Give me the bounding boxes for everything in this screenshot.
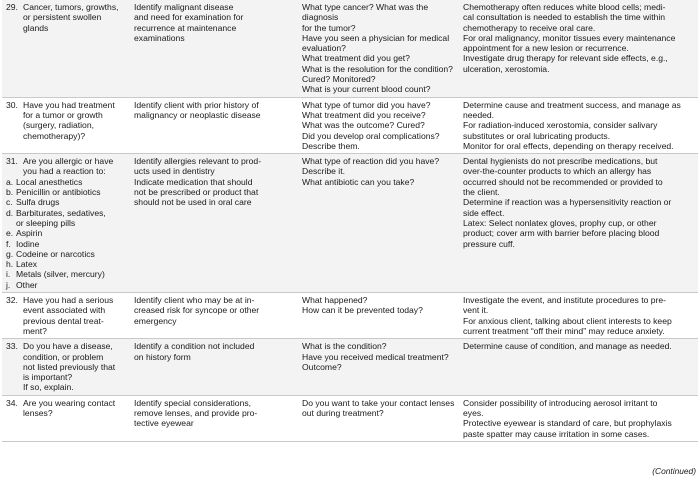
text-line: Latex — [16, 259, 38, 270]
question-text — [23, 341, 127, 392]
allergy-list-item — [6, 208, 127, 229]
text-line: Other — [16, 279, 38, 290]
text-line: event associated with — [23, 305, 106, 316]
list-text — [16, 177, 127, 187]
text-line: is important? — [23, 372, 73, 383]
text-line: Sulfa drugs — [16, 197, 60, 208]
text-line: Have you seen a physician for medical — [302, 32, 450, 43]
implications-cell — [459, 0, 698, 97]
followup-cell — [298, 293, 459, 339]
purpose-cell — [130, 154, 298, 293]
text-line: appointment for a new lesion or recurrence. — [463, 43, 629, 54]
text-line: What is the condition? — [302, 341, 387, 352]
text-line: not be prescribed or product that — [134, 187, 259, 198]
text-line: not listed previously that — [23, 361, 116, 372]
text-line: Are you allergic or have — [23, 156, 114, 167]
text-line: Cancer, tumors, growths, — [23, 2, 119, 12]
purpose-cell — [130, 339, 298, 395]
table-row — [2, 339, 698, 395]
table-row — [2, 154, 698, 293]
text-line: the client. — [463, 187, 500, 198]
question-text — [23, 398, 127, 419]
text-line: ment? — [23, 325, 47, 336]
allergy-list-item — [6, 228, 127, 238]
question-text — [23, 100, 127, 141]
allergy-list-item — [6, 249, 127, 259]
text-line: tective eyewear — [134, 418, 194, 429]
list-letter: g. — [6, 248, 14, 259]
text-line: What type cancer? What was the diagnosis — [302, 2, 429, 23]
text-line: Describe it. — [302, 166, 345, 177]
implications-cell — [459, 395, 698, 441]
text-line: Determine if reaction was a hypersensitivity reaction or — [463, 197, 672, 208]
text-line: Outcome? — [302, 361, 342, 372]
text-line: What is your current blood count? — [302, 84, 431, 95]
text-line: Identify client who may be at in- — [134, 295, 255, 306]
question-text — [23, 2, 127, 33]
text-line: current treatment “off their mind” may reduce anxiety. — [463, 325, 665, 336]
text-line: Are you wearing contact — [23, 397, 116, 408]
table-row — [2, 97, 698, 153]
text-line: Have you had treatment — [23, 99, 115, 110]
question-number: 30. — [6, 99, 18, 110]
text-line: Do you have a disease, — [23, 341, 113, 352]
text-line: What happened? — [302, 295, 368, 306]
question-cell — [2, 97, 130, 153]
text-line: Penicillin or antibiotics — [16, 187, 101, 198]
text-line: What type of tumor did you have? — [302, 99, 431, 110]
allergy-list-item — [6, 269, 127, 279]
text-line: Do you want to take your contact lenses — [302, 397, 455, 408]
list-text — [16, 249, 127, 259]
list-text — [16, 239, 127, 249]
allergy-list-item — [6, 259, 127, 269]
question-number: 34. — [6, 397, 18, 408]
text-line: Identify malignant disease — [134, 2, 234, 12]
implications-cell — [459, 154, 698, 293]
text-line: over-the-counter products to which an allergy has — [463, 166, 652, 177]
list-letter: h. — [6, 259, 14, 270]
question-cell — [2, 395, 130, 441]
list-letter: d. — [6, 207, 14, 218]
text-line: Have you received medical treatment? — [302, 351, 449, 362]
text-line: malignancy or neoplastic disease — [134, 109, 261, 120]
allergy-list-item — [6, 197, 127, 207]
text-line: Did you develop oral complications? — [302, 130, 440, 141]
text-line: eyes. — [463, 407, 484, 418]
text-line: out during treatment? — [302, 407, 384, 418]
allergy-list-item — [6, 187, 127, 197]
text-line: Identify special considerations, — [134, 397, 252, 408]
text-line: Iodine — [16, 238, 40, 249]
purpose-cell — [130, 0, 298, 97]
text-line: For oral malignancy, monitor tissues every maintenance — [463, 32, 676, 43]
text-line: for a tumor or growth — [23, 109, 103, 120]
list-text — [16, 187, 127, 197]
list-text — [16, 259, 127, 269]
text-line: lenses? — [23, 407, 53, 418]
list-letter: a. — [6, 176, 14, 187]
list-letter: f. — [6, 238, 11, 249]
text-line: examinations — [134, 32, 185, 43]
text-line: glands — [23, 22, 49, 33]
text-line: Describe them. — [302, 140, 360, 151]
implications-cell — [459, 293, 698, 339]
text-line: Chemotherapy often reduces white blood cells; medi- — [463, 2, 666, 12]
implications-cell — [459, 339, 698, 395]
text-line: Dental hygienists do not prescribe medications, but — [463, 156, 658, 167]
text-line: you had a reaction to: — [23, 166, 106, 177]
text-line: (surgery, radiation, — [23, 120, 95, 131]
allergy-list-item — [6, 177, 127, 187]
text-line: needed. — [463, 109, 495, 120]
text-line: What type of reaction did you have? — [302, 156, 440, 167]
question-text — [23, 156, 127, 177]
text-line: side effect. — [463, 207, 505, 218]
text-line: for the tumor? — [302, 22, 356, 33]
question-number: 29. — [6, 2, 18, 12]
allergy-list-item — [6, 280, 127, 290]
list-text — [16, 280, 127, 290]
text-line: What treatment did you receive? — [302, 109, 426, 120]
text-line: ulceration, xerostomia. — [463, 63, 550, 74]
list-letter: c. — [6, 197, 13, 208]
purpose-cell — [130, 293, 298, 339]
text-line: Monitor for oral effects, depending on therapy received. — [463, 140, 674, 151]
text-line: on history form — [134, 351, 191, 362]
text-line: condition, or problem — [23, 351, 104, 362]
text-line: creased risk for syncope or other — [134, 305, 260, 316]
followup-cell — [298, 395, 459, 441]
list-text — [16, 208, 127, 229]
text-line: What antibiotic can you take? — [302, 176, 415, 187]
text-line: or persistent swollen — [23, 12, 102, 23]
text-line: cal consultation is needed to establish the time within — [463, 12, 666, 23]
health-history-table — [2, 0, 698, 442]
text-line: Identify a condition not included — [134, 341, 255, 352]
text-line: Identify allergies relevant to prod- — [134, 156, 262, 167]
text-line: recurrence at maintenance — [134, 22, 237, 33]
text-line: chemotherapy to receive oral care. — [463, 22, 596, 33]
text-line: Protective eyewear is standard of care, but prophylaxis — [463, 418, 672, 429]
continued-label: (Continued) — [652, 466, 696, 476]
table-row — [2, 0, 698, 97]
purpose-cell — [130, 395, 298, 441]
list-letter: e. — [6, 228, 14, 239]
text-line: Investigate drug therapy for relevant side effects, e.g., — [463, 53, 668, 64]
text-line: For anxious client, talking about client interests to keep — [463, 315, 672, 326]
text-line: Codeine or narcotics — [16, 248, 95, 259]
question-number: 33. — [6, 341, 18, 352]
text-line: Have you had a serious — [23, 295, 114, 306]
text-line: occurred should not be recommended or provided to — [463, 176, 663, 187]
followup-cell — [298, 339, 459, 395]
text-line: Metals (silver, mercury) — [16, 269, 105, 280]
text-line: emergency — [134, 315, 177, 326]
text-line: ucts used in dentistry — [134, 166, 215, 177]
text-line: paste spatter may cause irritation in some cases. — [463, 428, 650, 439]
text-line: Aspirin — [16, 228, 43, 239]
followup-cell — [298, 97, 459, 153]
text-line: evaluation? — [302, 43, 346, 54]
question-text — [23, 295, 127, 336]
text-line: Identify client with prior history of — [134, 99, 259, 110]
list-letter: b. — [6, 187, 14, 198]
text-line: For radiation-induced xerostomia, consider salivary — [463, 120, 658, 131]
list-text — [16, 228, 127, 238]
list-letter: i. — [6, 269, 11, 280]
text-line: remove lenses, and provide pro- — [134, 407, 258, 418]
text-line: pressure cuff. — [463, 238, 515, 249]
text-line: Indicate medication that should — [134, 176, 253, 187]
text-line: Determine cause of condition, and manage as needed. — [463, 341, 672, 352]
question-cell — [2, 339, 130, 395]
text-line: What treatment did you get? — [302, 53, 410, 64]
question-cell — [2, 154, 130, 293]
table-row — [2, 293, 698, 339]
text-line: Latex: Select nonlatex gloves, prophy cup, or other — [463, 217, 657, 228]
implications-cell — [459, 97, 698, 153]
text-line: or sleeping pills — [16, 217, 76, 228]
table-row — [2, 395, 698, 441]
question-cell — [2, 293, 130, 339]
question-number: 32. — [6, 295, 18, 306]
list-text — [16, 197, 127, 207]
text-line: and need for examination for — [134, 12, 244, 23]
question-cell — [2, 0, 130, 97]
text-line: If so, explain. — [23, 382, 74, 393]
list-letter: j. — [6, 279, 11, 290]
text-line: should not be used in oral care — [134, 197, 252, 208]
purpose-cell — [130, 97, 298, 153]
text-line: Local anesthetics — [16, 176, 83, 187]
text-line: Cured? Monitored? — [302, 74, 376, 85]
followup-cell — [298, 0, 459, 97]
text-line: vent it. — [463, 305, 489, 316]
text-line: chemotherapy)? — [23, 130, 86, 141]
question-number: 31. — [6, 156, 18, 167]
text-line: Barbiturates, sedatives, — [16, 207, 106, 218]
followup-cell — [298, 154, 459, 293]
text-line: previous dental treat- — [23, 315, 104, 326]
text-line: substitutes or oral lubricating products. — [463, 130, 611, 141]
text-line: What was the outcome? Cured? — [302, 120, 425, 131]
text-line: What is the resolution for the condition? — [302, 63, 453, 74]
text-line: Determine cause and treatment success, and manage as — [463, 99, 681, 110]
text-line: Consider possibility of introducing aerosol irritant to — [463, 397, 658, 408]
allergy-list-item — [6, 239, 127, 249]
text-line: product; cover arm with barrier before placing blood — [463, 228, 660, 239]
text-line: How can it be prevented today? — [302, 305, 423, 316]
list-text — [16, 269, 127, 279]
text-line: Investigate the event, and institute procedures to pre- — [463, 295, 667, 306]
